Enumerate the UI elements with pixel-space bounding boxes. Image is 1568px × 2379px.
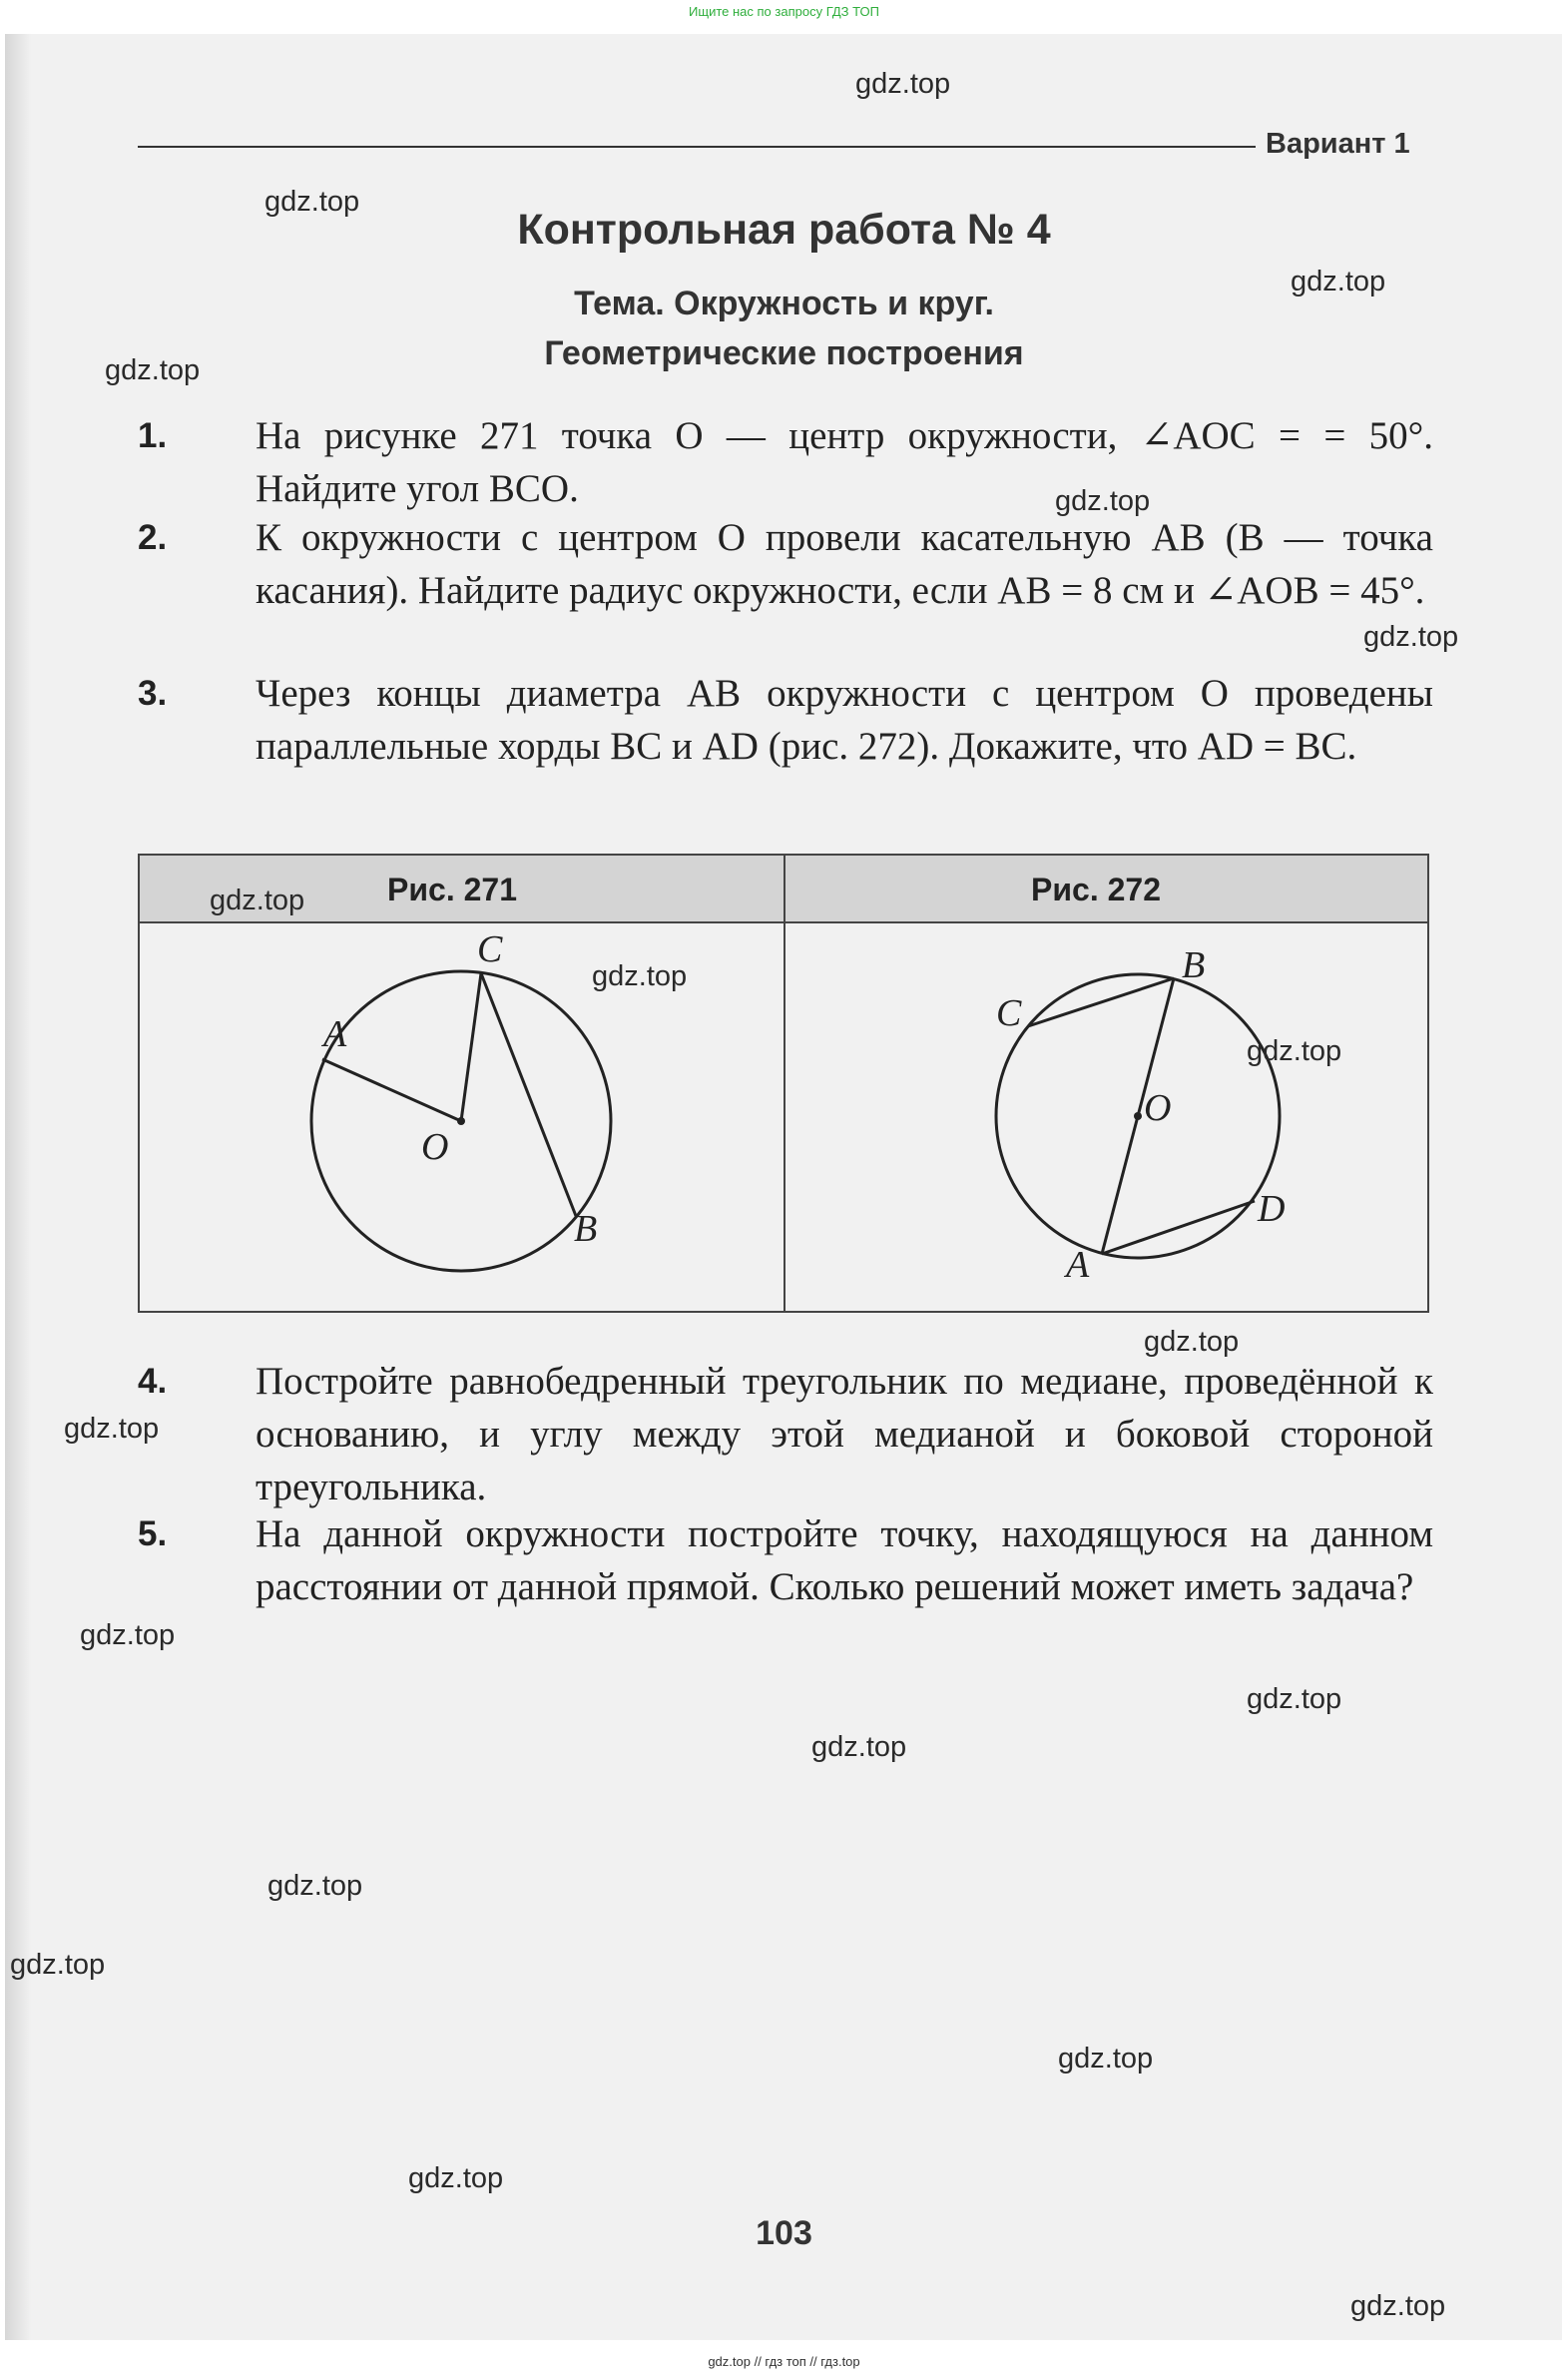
watermark: gdz.top [855, 68, 951, 100]
task-number: 3. [138, 674, 168, 713]
label-B: B [574, 1208, 598, 1250]
task-number: 1. [138, 416, 168, 455]
segment-AO [322, 1059, 461, 1121]
label-B: B [1182, 944, 1206, 986]
task-text: Через концы диаметра AB окружности с центром O проведены параллельные хорды BC и AD (рис. 272). Докажите, что AD = BC. [256, 672, 1433, 768]
chord-AD [1102, 1201, 1255, 1254]
segment-OC [461, 973, 481, 1121]
header-rule [138, 146, 1256, 148]
center-point-O [1134, 1112, 1142, 1120]
page-edge-shadow [5, 34, 31, 2340]
figure-272-diagram [996, 944, 1285, 1286]
figure-272-caption: Рис. 272 [1031, 872, 1161, 907]
topic-line-2: Геометрические построения [544, 334, 1024, 372]
topic-line-1: Тема. Окружность и круг. [574, 285, 994, 322]
watermark: gdz.top [1247, 1683, 1342, 1715]
figure-271-diagram [311, 928, 611, 1271]
figure-271-caption: Рис. 271 [387, 872, 517, 907]
page-number: 103 [756, 2214, 812, 2252]
figures-drawing [140, 921, 1427, 1311]
task-text: Постройте равнобедренный треугольник по медиане, проведённой к основанию, и углу между этой медианой и боковой стороной треугольника. [256, 1360, 1433, 1508]
watermark: gdz.top [10, 1949, 106, 1981]
page-title: Контрольная работа № 4 [517, 206, 1051, 254]
watermark: gdz.top [267, 1870, 363, 1902]
watermark: gdz.top [80, 1619, 176, 1651]
label-O: O [1144, 1087, 1172, 1129]
task-text: К окружности с центром O провели касательную AB (B — точка касания). Найдите радиус окружности, если AB = 8 см и ∠AOB = 45°. [256, 516, 1433, 612]
center-point-O [457, 1117, 465, 1125]
top-search-note: Ищите нас по запросу ГДЗ ТОП [689, 4, 879, 19]
watermark: gdz.top [1291, 266, 1386, 297]
watermark: gdz.top [408, 2162, 504, 2194]
bottom-note: gdz.top // гдз топ // гдз.top [708, 2354, 860, 2369]
watermark: gdz.top [210, 885, 305, 916]
variant-label: Вариант 1 [1266, 128, 1410, 160]
label-A: A [1066, 1244, 1090, 1286]
task-text: На рисунке 271 точка O — центр окружности, ∠AOC = = 50°. Найдите угол BCO. [256, 414, 1433, 510]
figures-table [138, 854, 1429, 1313]
task-number: 4. [138, 1362, 168, 1401]
watermark: gdz.top [811, 1731, 907, 1763]
watermark: gdz.top [1363, 621, 1459, 653]
watermark: gdz.top [1055, 485, 1151, 517]
watermark: gdz.top [105, 354, 201, 386]
watermark: gdz.top [1144, 1326, 1240, 1358]
label-C: C [996, 992, 1022, 1034]
chord-CB [1028, 978, 1174, 1026]
label-C: C [477, 928, 503, 970]
task-text: На данной окружности постройте точку, находящуюся на данном расстоянии от данной прямой. Сколько решений может иметь задача? [256, 1512, 1433, 1608]
label-O: O [421, 1126, 449, 1168]
watermark: gdz.top [592, 960, 688, 992]
watermark: gdz.top [1350, 2290, 1446, 2322]
watermark: gdz.top [264, 186, 360, 218]
watermark: gdz.top [1058, 2043, 1154, 2075]
watermark: gdz.top [64, 1413, 160, 1445]
task-number: 2. [138, 518, 168, 557]
watermark: gdz.top [1247, 1035, 1342, 1067]
label-D: D [1258, 1188, 1286, 1230]
task-number: 5. [138, 1514, 168, 1553]
label-A: A [323, 1013, 347, 1055]
